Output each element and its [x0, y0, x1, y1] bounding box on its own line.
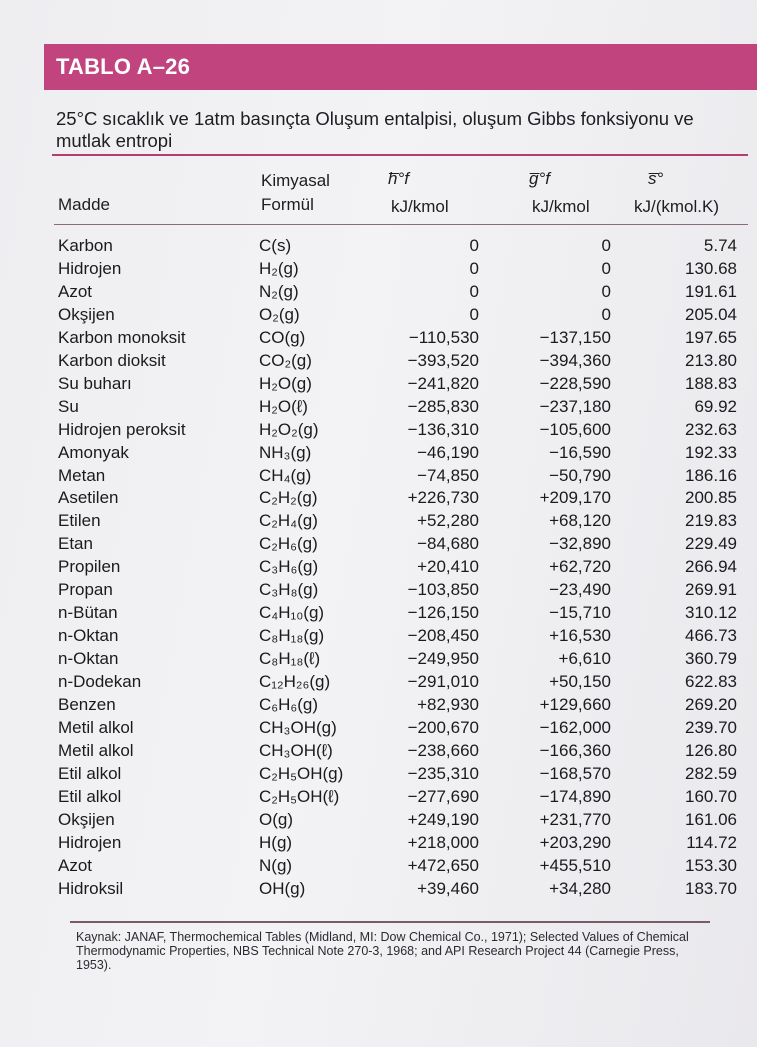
table-row — [0, 601, 757, 624]
row-formula: NH₃(g) — [259, 443, 312, 462]
header-bottom-rule — [54, 224, 748, 225]
row-name: Hidrojen — [58, 833, 122, 852]
row-entropy: 229.49 — [685, 534, 737, 553]
header-enthalpy-symbol: h̅°f — [388, 169, 409, 188]
row-gibbs: +455,510 — [539, 856, 611, 875]
row-enthalpy: −74,850 — [417, 466, 479, 485]
row-formula: C₈H₁₈(ℓ) — [259, 649, 321, 668]
table-row — [0, 532, 757, 555]
row-gibbs: 0 — [601, 282, 611, 301]
header-gibbs-symbol: g̅°f — [529, 169, 550, 188]
row-entropy: 310.12 — [685, 603, 737, 622]
row-entropy: 126.80 — [685, 741, 737, 760]
table-row — [0, 464, 757, 487]
row-gibbs: +68,120 — [549, 511, 611, 530]
row-gibbs: +203,290 — [539, 833, 611, 852]
row-enthalpy: −110,530 — [408, 328, 479, 347]
row-gibbs: 0 — [601, 305, 611, 324]
table-row — [0, 372, 757, 395]
row-entropy: 191.61 — [685, 282, 737, 301]
row-entropy: 269.20 — [685, 695, 737, 714]
row-formula: N₂(g) — [259, 282, 299, 301]
row-entropy: 200.85 — [685, 488, 737, 507]
row-formula: O₂(g) — [259, 305, 300, 324]
table-row — [0, 831, 757, 854]
row-enthalpy: −84,680 — [417, 534, 479, 553]
row-formula: H(g) — [259, 833, 293, 852]
row-entropy: 153.30 — [685, 856, 737, 875]
row-gibbs: −394,360 — [539, 351, 611, 370]
row-gibbs: 0 — [601, 259, 611, 278]
table-row — [0, 418, 757, 441]
row-enthalpy: −393,520 — [407, 351, 479, 370]
row-name: Propilen — [58, 557, 121, 576]
row-enthalpy: −277,690 — [407, 787, 479, 806]
table-row — [0, 739, 757, 762]
row-formula: C₄H₁₀(g) — [259, 603, 325, 622]
row-formula: N(g) — [259, 856, 293, 875]
row-enthalpy: −291,010 — [407, 672, 479, 691]
row-formula: C₂H₂(g) — [259, 488, 318, 507]
row-enthalpy: +52,280 — [417, 511, 479, 530]
table-row — [0, 785, 757, 808]
row-name: Metil alkol — [58, 741, 134, 760]
row-enthalpy: 0 — [469, 236, 479, 255]
table-row — [0, 349, 757, 372]
table-row — [0, 647, 757, 670]
row-gibbs: −168,570 — [539, 764, 611, 783]
row-enthalpy: −249,950 — [407, 649, 479, 668]
row-gibbs: +231,770 — [539, 810, 611, 829]
row-formula: C(s) — [259, 236, 292, 255]
row-entropy: 213.80 — [685, 351, 737, 370]
table-row — [0, 303, 757, 326]
row-formula: CO₂(g) — [259, 351, 312, 370]
row-entropy: 130.68 — [685, 259, 737, 278]
row-entropy: 197.65 — [685, 328, 737, 347]
row-name: Asetilen — [58, 488, 119, 507]
row-entropy: 466.73 — [685, 626, 737, 645]
header-formul-line2: Formül — [261, 195, 314, 214]
table-row — [0, 670, 757, 693]
row-formula: OH(g) — [259, 879, 306, 898]
row-enthalpy: −136,310 — [407, 420, 479, 439]
table-row — [0, 716, 757, 739]
row-enthalpy: −126,150 — [407, 603, 479, 622]
row-gibbs: −23,490 — [549, 580, 611, 599]
row-formula: CO(g) — [259, 328, 306, 347]
header-top-rule — [52, 154, 748, 156]
row-entropy: 232.63 — [685, 420, 737, 439]
row-enthalpy: −46,190 — [417, 443, 479, 462]
row-name: Karbon monoksit — [58, 328, 186, 347]
row-enthalpy: −285,830 — [407, 397, 479, 416]
row-enthalpy: 0 — [469, 305, 479, 324]
row-name: Hidroksil — [58, 879, 124, 898]
row-entropy: 183.70 — [685, 879, 737, 898]
row-enthalpy: −238,660 — [407, 741, 479, 760]
row-entropy: 219.83 — [685, 511, 737, 530]
row-name: n-Oktan — [58, 649, 119, 668]
row-enthalpy: +20,410 — [417, 557, 479, 576]
row-entropy: 188.83 — [685, 374, 737, 393]
row-name: Metan — [58, 466, 106, 485]
table-row — [0, 395, 757, 418]
row-formula: H₂O(ℓ) — [259, 397, 308, 416]
row-enthalpy: +218,000 — [407, 833, 479, 852]
row-gibbs: −166,360 — [539, 741, 611, 760]
table-row — [0, 257, 757, 280]
row-enthalpy: +82,930 — [417, 695, 479, 714]
row-formula: CH₃OH(ℓ) — [259, 741, 333, 760]
row-enthalpy: +472,650 — [407, 856, 479, 875]
header-entropy-unit: kJ/(kmol.K) — [634, 197, 719, 216]
row-enthalpy: 0 — [469, 282, 479, 301]
row-enthalpy: −235,310 — [407, 764, 479, 783]
row-name: Etil alkol — [58, 764, 122, 783]
row-gibbs: −174,890 — [539, 787, 611, 806]
row-gibbs: +62,720 — [549, 557, 611, 576]
row-formula: C₂H₅OH(ℓ) — [259, 787, 340, 806]
table-banner — [44, 44, 757, 90]
row-name: Propan — [58, 580, 113, 599]
table-row — [0, 877, 757, 900]
header-gibbs-unit: kJ/kmol — [532, 197, 590, 216]
row-gibbs: +209,170 — [539, 488, 611, 507]
row-entropy: 360.79 — [685, 649, 737, 668]
header-entropy-symbol: s̅° — [648, 169, 664, 188]
row-formula: C₂H₄(g) — [259, 511, 318, 530]
row-name: Etil alkol — [58, 787, 122, 806]
row-gibbs: −50,790 — [549, 466, 611, 485]
row-formula: C₃H₆(g) — [259, 557, 319, 576]
row-formula: C₃H₈(g) — [259, 580, 319, 599]
header-formul-line1: Kimyasal — [261, 171, 330, 190]
table-row — [0, 693, 757, 716]
row-gibbs: −15,710 — [549, 603, 611, 622]
row-enthalpy: −200,670 — [407, 718, 479, 737]
table-bottom-rule — [70, 921, 710, 923]
table-row — [0, 624, 757, 647]
row-gibbs: −137,150 — [539, 328, 611, 347]
row-enthalpy: +226,730 — [407, 488, 479, 507]
row-entropy: 161.06 — [685, 810, 737, 829]
row-enthalpy: 0 — [469, 259, 479, 278]
table-row — [0, 441, 757, 464]
table-row — [0, 234, 757, 257]
row-entropy: 114.72 — [686, 833, 737, 852]
table-row — [0, 326, 757, 349]
table-caption: 25°C sıcaklık ve 1atm basınçta Oluşum entalpisi, oluşum Gibbs fonksiyonu ve mutlak entropi — [56, 108, 694, 151]
row-gibbs: +50,150 — [549, 672, 611, 691]
row-name: Amonyak — [58, 443, 129, 462]
row-name: Okşijen — [58, 810, 115, 829]
row-formula: C₆H₆(g) — [259, 695, 319, 714]
row-gibbs: +16,530 — [549, 626, 611, 645]
row-formula: C₁₂H₂₆(g) — [259, 672, 331, 691]
row-entropy: 5.74 — [703, 236, 737, 255]
row-gibbs: +129,660 — [539, 695, 611, 714]
row-entropy: 186.16 — [685, 466, 737, 485]
row-enthalpy: +39,460 — [417, 879, 479, 898]
row-enthalpy: +249,190 — [407, 810, 479, 829]
row-entropy: 266.94 — [685, 557, 737, 576]
row-entropy: 205.04 — [685, 305, 737, 324]
table-row — [0, 486, 757, 509]
row-gibbs: −16,590 — [549, 443, 611, 462]
row-name: Karbon — [58, 236, 113, 255]
table-row — [0, 555, 757, 578]
row-name: Azot — [58, 282, 93, 301]
row-name: Etilen — [58, 511, 101, 530]
table-row — [0, 280, 757, 303]
row-name: Okşijen — [58, 305, 115, 324]
row-gibbs: −237,180 — [539, 397, 611, 416]
row-name: Su buharı — [58, 374, 132, 393]
row-gibbs: −228,590 — [539, 374, 611, 393]
table-number: TABLO A–26 — [56, 54, 191, 79]
row-name: Etan — [58, 534, 93, 553]
table-row — [0, 808, 757, 831]
table-row — [0, 854, 757, 877]
row-entropy: 622.83 — [685, 672, 737, 691]
row-enthalpy: −103,850 — [407, 580, 479, 599]
row-formula: C₈H₁₈(g) — [259, 626, 325, 645]
row-entropy: 160.70 — [685, 787, 737, 806]
row-formula: H₂O₂(g) — [259, 420, 319, 439]
source-note: Kaynak: JANAF, Thermochemical Tables (Midland, MI: Dow Chemical Co., 1971); Selected Values of Chemical Thermodynamic Properties, NBS Technical Note 270-3, 1968; and API Research Project 44 (Carnegie Press, 1953). — [76, 930, 689, 972]
row-gibbs: +34,280 — [549, 879, 611, 898]
row-gibbs: −32,890 — [549, 534, 611, 553]
table-row — [0, 762, 757, 785]
row-enthalpy: −208,450 — [407, 626, 479, 645]
row-enthalpy: −241,820 — [407, 374, 479, 393]
row-name: Metil alkol — [58, 718, 134, 737]
row-name: Hidrojen peroksit — [58, 420, 186, 439]
row-entropy: 239.70 — [685, 718, 737, 737]
row-name: n-Dodekan — [58, 672, 142, 691]
row-name: n-Oktan — [58, 626, 119, 645]
table-row — [0, 509, 757, 532]
row-gibbs: 0 — [601, 236, 611, 255]
header-madde: Madde — [58, 195, 110, 214]
row-formula: C₂H₅OH(g) — [259, 764, 344, 783]
row-gibbs: −162,000 — [539, 718, 611, 737]
row-formula: H₂O(g) — [259, 374, 312, 393]
row-name: Hidrojen — [58, 259, 122, 278]
row-entropy: 192.33 — [685, 443, 737, 462]
row-name: Benzen — [58, 695, 116, 714]
row-gibbs: +6,610 — [558, 649, 611, 668]
row-formula: CH₄(g) — [259, 466, 312, 485]
row-entropy: 69.92 — [694, 397, 737, 416]
header-enthalpy-unit: kJ/kmol — [391, 197, 449, 216]
row-entropy: 269.91 — [685, 580, 737, 599]
row-formula: C₂H₆(g) — [259, 534, 318, 553]
row-name: Azot — [58, 856, 93, 875]
row-name: Su — [58, 397, 79, 416]
table-row — [0, 578, 757, 601]
row-name: n-Bütan — [58, 603, 118, 622]
row-formula: H₂(g) — [259, 259, 299, 278]
row-formula: CH₃OH(g) — [259, 718, 337, 737]
row-formula: O(g) — [259, 810, 293, 829]
row-gibbs: −105,600 — [539, 420, 611, 439]
row-entropy: 282.59 — [685, 764, 737, 783]
row-name: Karbon dioksit — [58, 351, 166, 370]
